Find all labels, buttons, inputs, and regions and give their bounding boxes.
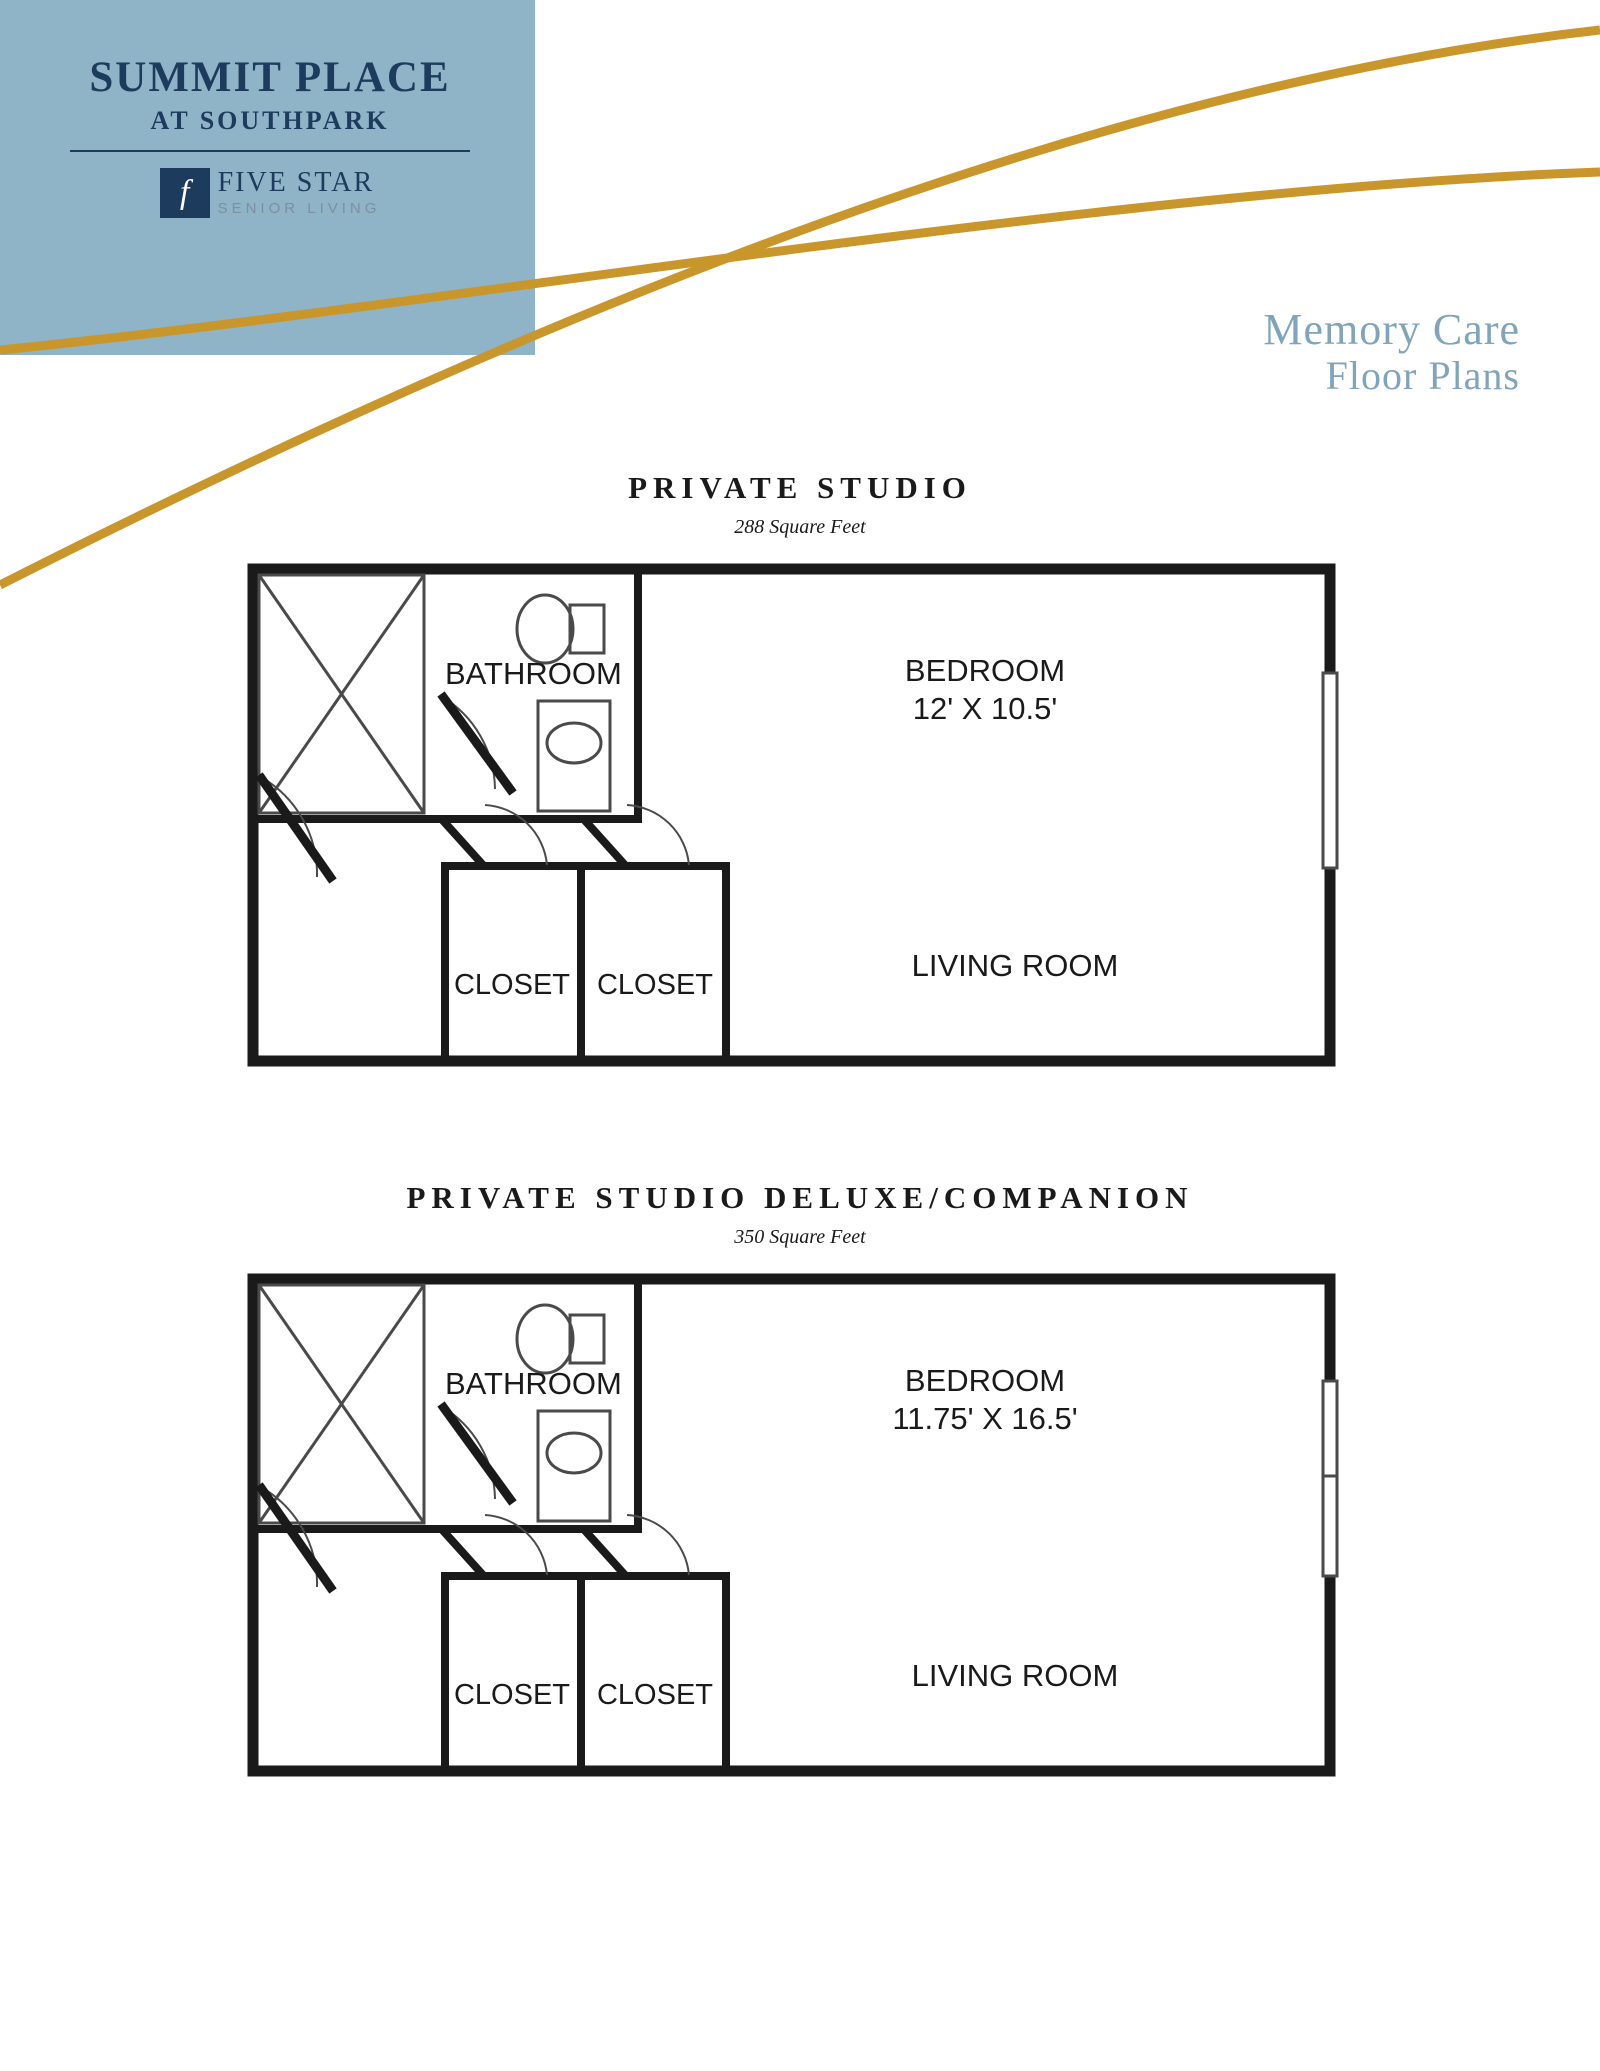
five-star-logo [60,168,480,218]
page-title [1263,305,1520,399]
room-label-bathroom: BATHROOM [445,1366,622,1401]
room-label-living-room: LIVING ROOM [911,948,1119,983]
floor-plan-section-private-studio [0,470,1600,1096]
five-star-tagline: SENIOR LIVING [217,200,381,218]
room-dimensions-bedroom: 11.75' X 16.5' [892,1401,1078,1436]
plan-title: PRIVATE STUDIO DELUXE/COMPANION [406,1180,1194,1215]
brand-name: SUMMIT PLACE [89,54,451,101]
brand-location: AT SOUTHPARK [150,106,390,136]
room-label-bedroom: BEDROOM [904,1363,1066,1398]
room-label-closet-1: CLOSET [453,1679,571,1711]
room-label-bedroom: BEDROOM [904,653,1066,688]
plan-area: 350 Square Feet [734,1226,866,1248]
floor-plan-section-private-studio-deluxe [0,1180,1600,1806]
five-star-monogram-icon: f [160,168,210,218]
room-label-living-room: LIVING ROOM [911,1658,1119,1693]
plan-title: PRIVATE STUDIO [628,470,972,505]
floor-plan-drawing [245,1271,1355,1806]
room-label-closet-2: CLOSET [596,969,714,1001]
brand-divider [70,150,470,152]
room-dimensions-bedroom: 12' X 10.5' [912,691,1058,726]
room-label-closet-2: CLOSET [596,1679,714,1711]
room-label-closet-1: CLOSET [453,969,571,1001]
brand-block [60,55,480,218]
five-star-name: FIVE STAR [217,167,375,199]
page-title-line-2: Floor Plans [1325,353,1520,399]
page-title-line-1: Memory Care [1263,305,1520,354]
room-label-bathroom: BATHROOM [445,656,622,691]
plan-area: 288 Square Feet [734,516,866,538]
floor-plan-drawing [245,561,1355,1096]
